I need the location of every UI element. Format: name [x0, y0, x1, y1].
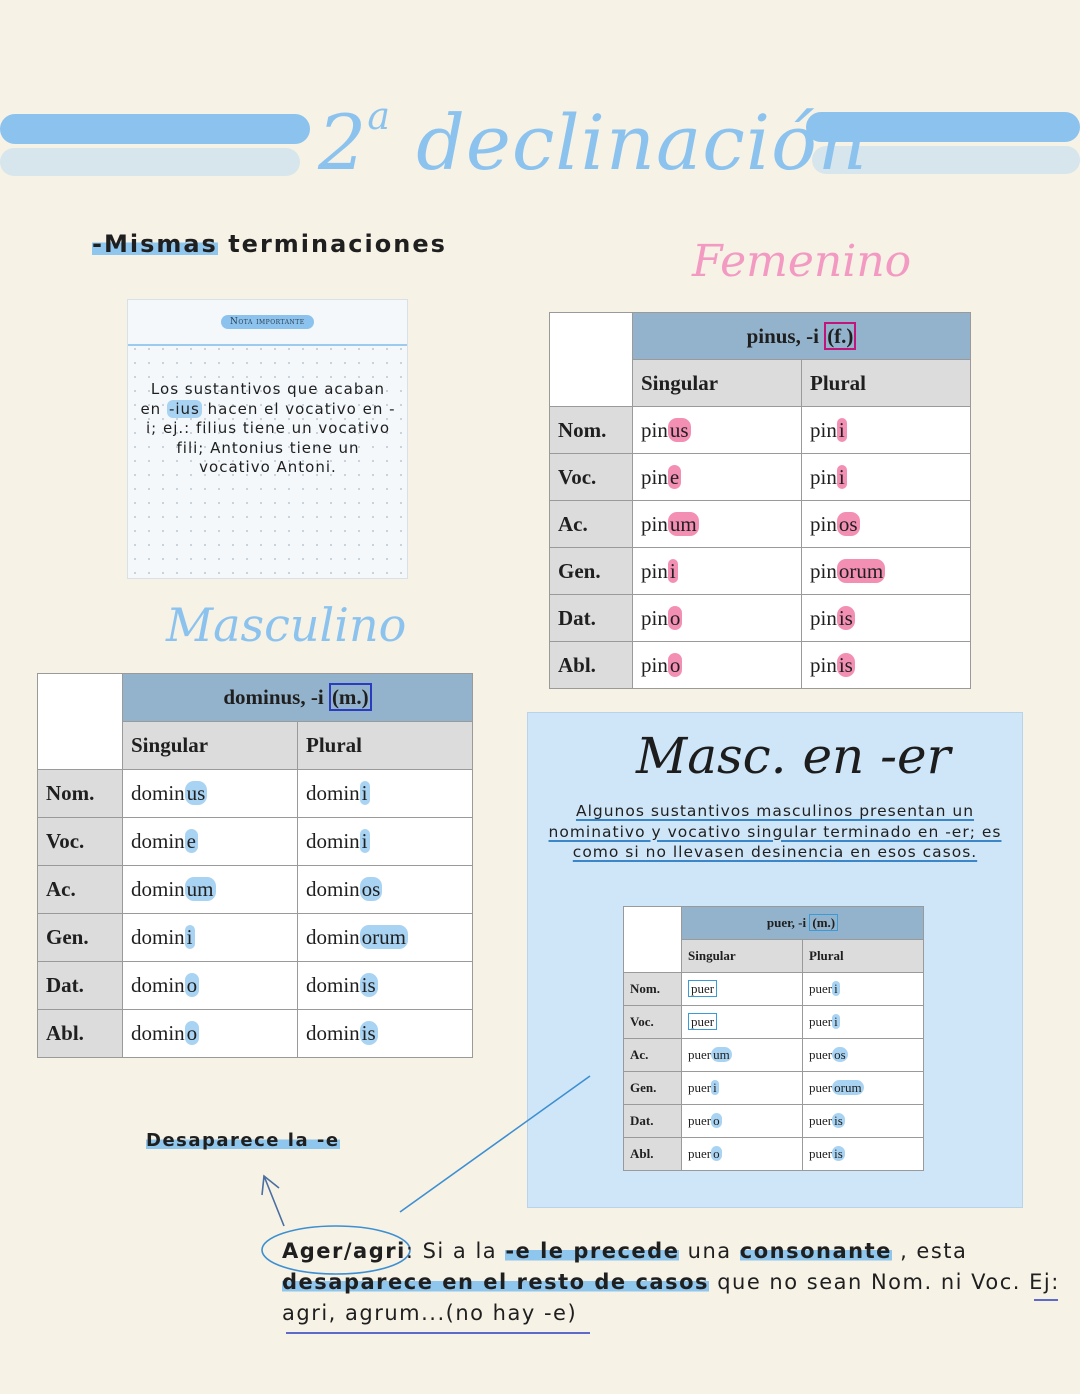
table-row: Voc. pine pini — [550, 454, 971, 501]
col-singular: Singular — [123, 722, 298, 770]
er-panel-text: Algunos sustantivos masculinos presentan un nominativo y vocativo singular terminado en -er; es como si no llevasen desinencia en esos casos. — [548, 802, 1002, 861]
page-title: 2$^a$ declinación — [318, 94, 868, 187]
table-row: Voc. domine domini — [38, 818, 473, 866]
table-row: Ac. dominum dominos — [38, 866, 473, 914]
col-plural: Plural — [802, 360, 971, 407]
subtitle: -Mismas terminaciones — [92, 230, 447, 258]
table-row: Gen. domini dominorum — [38, 914, 473, 962]
table-row: Nom. puer puer i — [624, 973, 924, 1006]
table-row: Abl. pino pinis — [550, 642, 971, 689]
table-row: Dat. domino dominis — [38, 962, 473, 1010]
col-plural: Plural — [803, 940, 924, 973]
col-plural: Plural — [298, 722, 473, 770]
table-row: Gen. puer i puer orum — [624, 1072, 924, 1105]
pointer-line-icon — [400, 1076, 590, 1212]
table-row: Gen. pini pinorum — [550, 548, 971, 595]
desaparece-note: Desaparece la -e — [146, 1130, 340, 1151]
table-header: dominus, -i (m.) — [123, 674, 473, 722]
er-panel-title: Masc. en -er — [636, 727, 951, 785]
femenino-label: Femenino — [692, 236, 912, 287]
table-row: Ac. puer um puer os — [624, 1039, 924, 1072]
table-row: Abl. puer o puer is — [624, 1138, 924, 1171]
ager-explanation: Ager/agri: Si a la -e le precede una consonante , esta desaparece en el resto de casos que no sean Nom. ni Voc. Ej: agri, agrum...(no hay -e) — [282, 1239, 1060, 1325]
table-row: Dat. puer o puer is — [624, 1105, 924, 1138]
table-row: Ac. pinum pinos — [550, 501, 971, 548]
table-row: Dat. pino pinis — [550, 595, 971, 642]
table-header: pinus, -i (f.) — [633, 313, 971, 360]
masculino-label: Masculino — [166, 598, 407, 652]
table-header: puer, -i (m.) — [682, 907, 924, 940]
note-badge: Nota importante — [221, 315, 314, 329]
table-row: Abl. domino dominis — [38, 1010, 473, 1058]
table-row: Voc. puer puer i — [624, 1006, 924, 1039]
col-singular: Singular — [682, 940, 803, 973]
table-row: Nom. pinus pini — [550, 407, 971, 454]
table-row: Nom. dominus domini — [38, 770, 473, 818]
col-singular: Singular — [633, 360, 802, 407]
note-text: Los sustantivos que acaban en -ius hacen el vocativo en -i; ej.: filius tiene un vocativo fili; Antonius tiene un vocativo Antoni. — [140, 380, 396, 476]
